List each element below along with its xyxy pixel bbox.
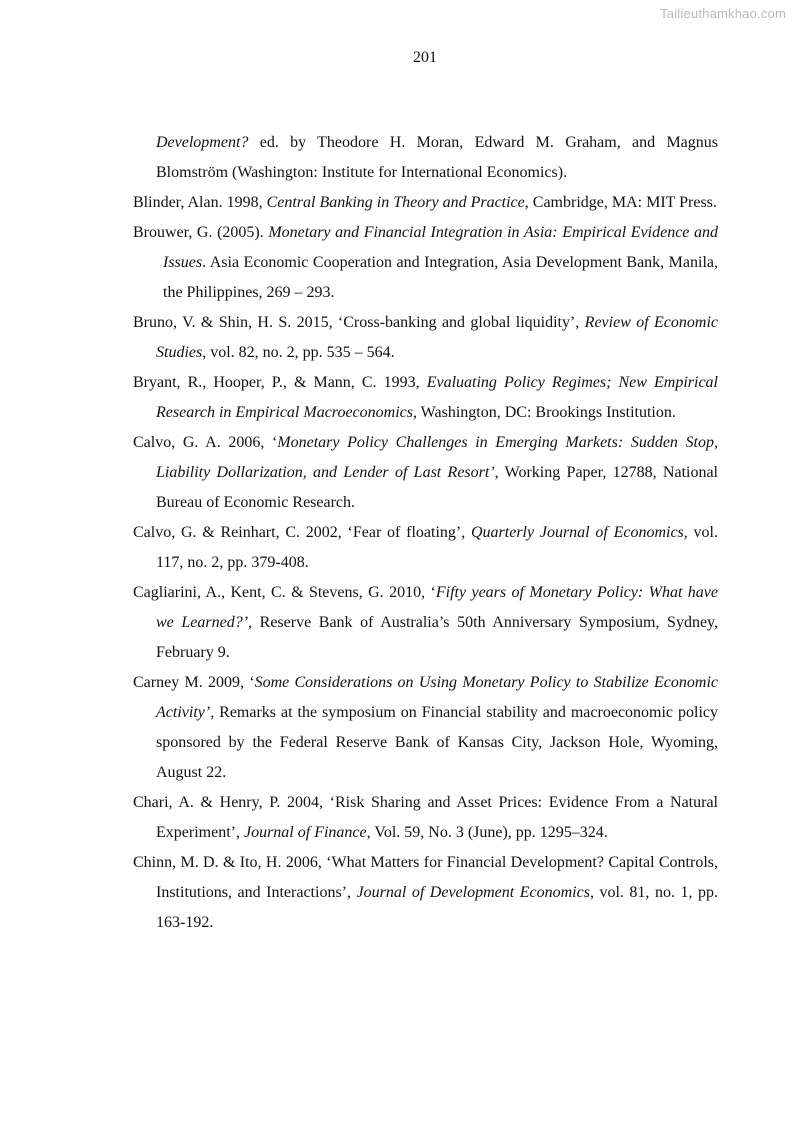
reference-text: Chari, A. & Henry, P. 2004, ‘Risk Sharing and Asset Prices: Evidence From a Natural Experiment’, (133, 794, 718, 841)
reference-text: , Washington, DC: Brookings Institution. (412, 404, 676, 421)
reference-text: Chinn, M. D. & Ito, H. 2006, ‘What Matters for Financial Development? Capital Controls, Institutions, and Interactions’, (133, 854, 718, 901)
reference-italic-text: Monetary Policy Challenges in Emerging Markets: Sudden Stop, Liability Dollarization, and Lender of Last Resort’ (156, 434, 718, 481)
reference-text: . Asia Economic Cooperation and Integration, Asia Development Bank, Manila, the Philippines, 269 – 293. (163, 254, 718, 301)
reference-text: , Working Paper, 12788, National Bureau of Economic Research. (156, 464, 719, 511)
reference-italic-text: Quarterly Journal of Economics (470, 524, 684, 541)
reference-italic-text: Journal of Development Economics (356, 884, 590, 901)
reference-entry (133, 188, 718, 218)
reference-italic-text: Monetary and Financial Integration in Asia: Empirical Evidence and Issues (163, 224, 718, 271)
reference-entry (133, 308, 718, 368)
reference-text: Blinder, Alan. 1998, (133, 194, 267, 211)
reference-entry (133, 848, 718, 938)
reference-text: Bryant, R., Hooper, P., & Mann, C. 1993, (133, 374, 427, 391)
reference-text: Cagliarini, A., Kent, C. & Stevens, G. 2010, ‘ (133, 584, 436, 601)
page-number: 201 (413, 49, 437, 66)
watermark: Tailieuthamkhao.com (660, 6, 786, 21)
reference-text: Reserve Bank of Australia’s 50th Anniversary Symposium, Sydney, February 9. (156, 614, 719, 661)
reference-entry (133, 668, 718, 788)
reference-text: Bruno, V. & Shin, H. S. 2015, ‘Cross-banking and global liquidity’, (133, 314, 585, 331)
reference-entry (133, 578, 718, 668)
reference-italic-text: Review of Economic Studies (156, 314, 719, 361)
reference-italic-text: Central Banking in Theory and Practice (266, 194, 525, 211)
reference-list (133, 128, 718, 938)
reference-italic-text: Development? (156, 134, 249, 151)
reference-italic-text: Evaluating Policy Regimes; New Empirical Research in Empirical Macroeconomics (156, 374, 719, 421)
reference-text: , vol. 82, no. 2, pp. 535 – 564. (202, 344, 395, 361)
reference-entry (133, 128, 718, 188)
reference-text: ed. by Theodore H. Moran, Edward M. Graham, and Magnus Blomström (Washington: Institute for International Economics). (156, 134, 718, 181)
reference-text: Carney M. 2009, ‘ (133, 674, 255, 691)
reference-text: , vol. 81, no. 1, pp. 163-192. (156, 884, 718, 931)
reference-italic-text: Some Considerations on Using Monetary Policy to Stabilize Economic Activity’, (156, 674, 718, 721)
reference-italic-text: Journal of Finance (243, 824, 367, 841)
reference-text: Calvo, G. & Reinhart, C. 2002, ‘Fear of floating’, (133, 524, 471, 541)
reference-italic-text: Fifty years of Monetary Policy: What have we Learned?’, (156, 584, 719, 631)
reference-entry (133, 218, 718, 308)
reference-entry (133, 428, 718, 518)
reference-text: Brouwer, G. (2005). (133, 224, 269, 241)
reference-text: , Cambridge, MA: MIT Press. (524, 194, 717, 211)
reference-entry (133, 788, 718, 848)
reference-text: Remarks at the symposium on Financial stability and macroeconomic policy sponsored by the Federal Reserve Bank of Kansas City, Jackson Hole, Wyoming, August 22. (156, 704, 718, 781)
reference-entry (133, 518, 718, 578)
reference-text: , vol. 117, no. 2, pp. 379-408. (156, 524, 718, 571)
reference-text: Calvo, G. A. 2006, ‘ (133, 434, 278, 451)
reference-text: , Vol. 59, No. 3 (June), pp. 1295–324. (366, 824, 608, 841)
reference-entry (133, 368, 718, 428)
